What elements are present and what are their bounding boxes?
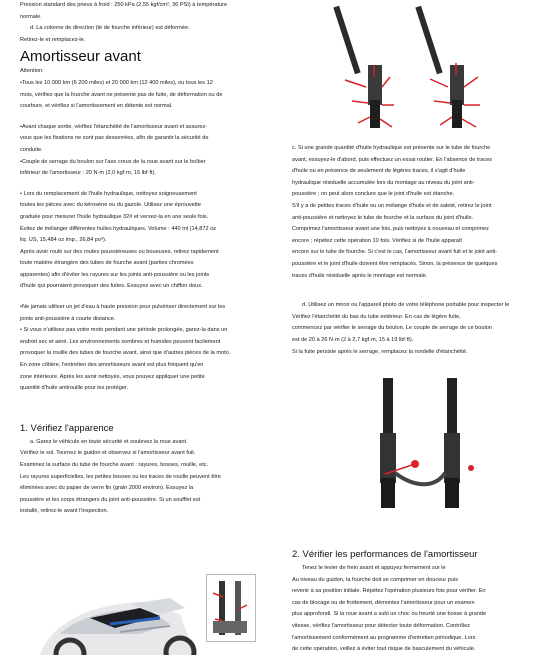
right-column	[292, 143, 530, 358]
fork-leak-diagram	[330, 5, 510, 140]
text-line: Si la fuite persiste après le serrage, remplacez la rondelle d'étanchéité.	[292, 348, 468, 355]
text-line: hydraulique résiduelle accumulée lors du montage au niveau du joint anti-	[292, 179, 475, 186]
text-line: Après avoir roulé sur des routes poussiéreuses ou boueuses, retirez rapidement	[20, 248, 219, 255]
text-line: revenir à sa position initiale. Répétez l'opération plusieurs fois pour vérifier. En	[292, 588, 486, 595]
text-line: S'il y a de petites traces d'huile ou un mélange d'huile et de saleté, retirez le joint	[292, 202, 492, 209]
fork-bolt-photo	[375, 378, 495, 518]
left-column	[20, 0, 270, 518]
text-line: cas de blocage ou de frottement, démontez l'amortisseur pour un examen	[292, 599, 475, 606]
text-line: d'huile ou en présence de seulement de légères traces, il s'agit d'huile	[292, 168, 466, 175]
text-line: •Couple de serrage du boulon sur l'axe creux de la roue avant sur le boîtier	[20, 158, 206, 165]
text-line: En zone côtière, l'entretien des amortisseurs avant est plus fréquent qu'en	[20, 362, 204, 369]
text-line: Vérifiez l'étanchéité du bas du tube extérieur. En cas de légère fuite,	[292, 313, 461, 320]
bullet-block	[20, 78, 270, 113]
section-heading: 2. Vérifier les performances de l'amortisseur	[292, 549, 478, 560]
text-line: poussière ; on peut alors conclure que le joint d'huile est étanche.	[292, 191, 455, 198]
bullet-block	[20, 189, 270, 293]
text-line: mois, vérifiez que la fourche avant ne présente pas de fuite, de déformation ou de	[20, 91, 223, 98]
motorcycle-image	[20, 574, 210, 655]
text-line: provoquer la rouille des tubes de fourche avant, ainsi que d'autres pièces de la moto.	[20, 350, 231, 357]
text-line: • Si vous n'utilisez pas votre moto pendant une période prolongée, garez-la dans un	[20, 327, 228, 334]
text-line: d. Utilisez un miroir ou l'appareil photo de votre téléphone portable pour inspecter le	[302, 302, 510, 309]
attention-label: Attention:	[20, 68, 44, 75]
text-line: Évitez de mélanger différentes huiles hydrauliques. Volume : 440 ml (14,872 oz	[20, 225, 217, 232]
intro-line: Retirez-le et remplacez-le.	[20, 36, 86, 43]
text-line: •Ne jamais utiliser un jet d'eau à haute pression pour pulvériser directement sur les	[20, 304, 226, 311]
text-line: traces d'huile résiduelle après le montage est normale.	[292, 272, 428, 279]
text-line: a. Garez le véhicule en toute sécurité et soulevez la roue avant.	[30, 438, 188, 445]
text-line: plus approfondi. Si la roue avant a subi un choc ou heurté une bosse à grande	[292, 611, 487, 618]
text-line: graduée pour mesurer l'huile hydraulique 32# et versez-la en une seule fois.	[20, 213, 209, 220]
fork-detail-inset	[206, 574, 256, 642]
section-title: Amortisseur avant	[20, 48, 141, 66]
text-line: vous que les fixations ne sont pas desserrées, afin de garantir la sécurité de	[20, 135, 209, 142]
text-line: Vérifiez le sol. Tournez le guidon et observez si l'amortisseur avant fuit.	[20, 450, 196, 457]
text-line: toutes les pièces avec du kérosène ou du gazole. Utilisez une éprouvette	[20, 202, 201, 209]
text-line: toute matière étrangère des tubes de fourche avant (parties chromées	[20, 260, 194, 267]
text-line: poussière et les corps étrangers du joint anti-poussière. Si un soufflet est	[20, 496, 201, 503]
text-line: Au niveau du guidon, la fourche doit se comprimer en douceur puis	[292, 576, 459, 583]
right-section-2	[292, 549, 530, 656]
text-line: d'huile qui pourraient provoquer des fuites. Essuyez avec un chiffon doux.	[20, 283, 203, 290]
text-line: joints anti-poussière à courte distance.	[20, 315, 116, 322]
text-line: Tenez le levier de frein avant et appuyez fermement sur le	[302, 565, 446, 571]
text-line: Comprimez l'amortisseur avant une fois, puis nettoyez à nouveau et comprimez	[292, 226, 489, 233]
text-line: de cette opération, veillez à éviter tout risque de basculement du véhicule.	[292, 646, 476, 653]
text-line: vitesse, vérifiez l'amortisseur pour détecter toute déformation. Contrôlez	[292, 622, 470, 629]
text-line: apparentes) afin d'éviter les rayures sur les joints anti-poussière ou les joints	[20, 271, 210, 278]
text-line: courbure, et vérifiez si l'amortissement en détente est normal.	[20, 103, 173, 110]
text-line: avant, essuyez-le d'abord, puis effectuez un essai routier. En l'absence de traces	[292, 156, 493, 163]
text-line: conduite.	[20, 146, 43, 153]
text-line: éliminées avec du papier de verre fin (grain 2000 environ). Essuyez la	[20, 485, 194, 492]
intro-line: normale.	[20, 13, 42, 20]
bullet-block	[20, 302, 270, 395]
text-line: endroit sec et aéré. Les environnements sombres et humides peuvent facilement	[20, 338, 221, 345]
text-line: inférieur de l'amortisseur : 20 N·m (2,0 kgf·m, 15 lbf·ft).	[20, 170, 156, 177]
text-line: quantité d'huile antirouille pour les protéger.	[20, 385, 129, 392]
text-line: poussière et le joint d'huile doivent être remplacés. Sinon, la présence de quelques	[292, 260, 498, 267]
text-line: encore sur le tube de fourche. Si c'est le cas, l'amortisseur avant fuit et le joint anti-	[292, 249, 498, 256]
text-line: est de 20 à 26 N·m (2 à 2,7 kgf·m, 15 à 19 lbf·ft).	[292, 336, 414, 343]
text-line: installé, retirez-le avant l'inspection.	[20, 508, 109, 515]
section-heading: 1. Vérifiez l'apparence	[20, 422, 114, 434]
text-line: Examinez la surface du tube de fourche avant : rayures, bosses, rouille, etc.	[20, 462, 209, 468]
text-line: anti-poussière et nettoyez le tube de fourche et la surface du joint d'huile.	[292, 214, 474, 221]
bullet-block	[20, 122, 270, 180]
text-line: encore ; répétez cette opération 10 fois. Vérifiez si de l'huile apparaît	[292, 237, 462, 244]
text-line: •Tous les 10 000 km (6 200 miles) et 20 000 km (12 400 miles), ou tous les 12	[20, 79, 213, 86]
text-line: liq. US, 15,484 oz imp., 26,84 po³).	[20, 237, 107, 244]
text-line: commencez par vérifier le serrage du boulon. Le couple de serrage de ce boulon	[292, 325, 492, 332]
text-line: •Avant chaque sortie, vérifiez l'étanchéité de l'amortisseur avant et assurez-	[20, 123, 208, 130]
text-line: Les rayures superficielles, les petites bosses ou les traces de rouille peuvent être	[20, 473, 221, 480]
intro-item-d: d. La colonne de direction (té de fourche inférieur) est déformée.	[30, 25, 190, 32]
text-line: c. Si une grande quantité d'huile hydraulique est présente sur le tube de fourche	[292, 145, 491, 151]
text-line: • Lors du remplacement de l'huile hydraulique, nettoyez soigneusement	[20, 190, 197, 197]
text-line: l'amortissement conformément au programme d'entretien périodique. Lors	[292, 634, 476, 641]
text-line: zone intérieure. Après les avoir nettoyés, vous pouvez appliquer une petite	[20, 373, 205, 380]
intro-line: Pression standard des pneus à froid : 250 kPa (2,55 kgf/cm², 36 PSI) à température	[20, 2, 228, 8]
